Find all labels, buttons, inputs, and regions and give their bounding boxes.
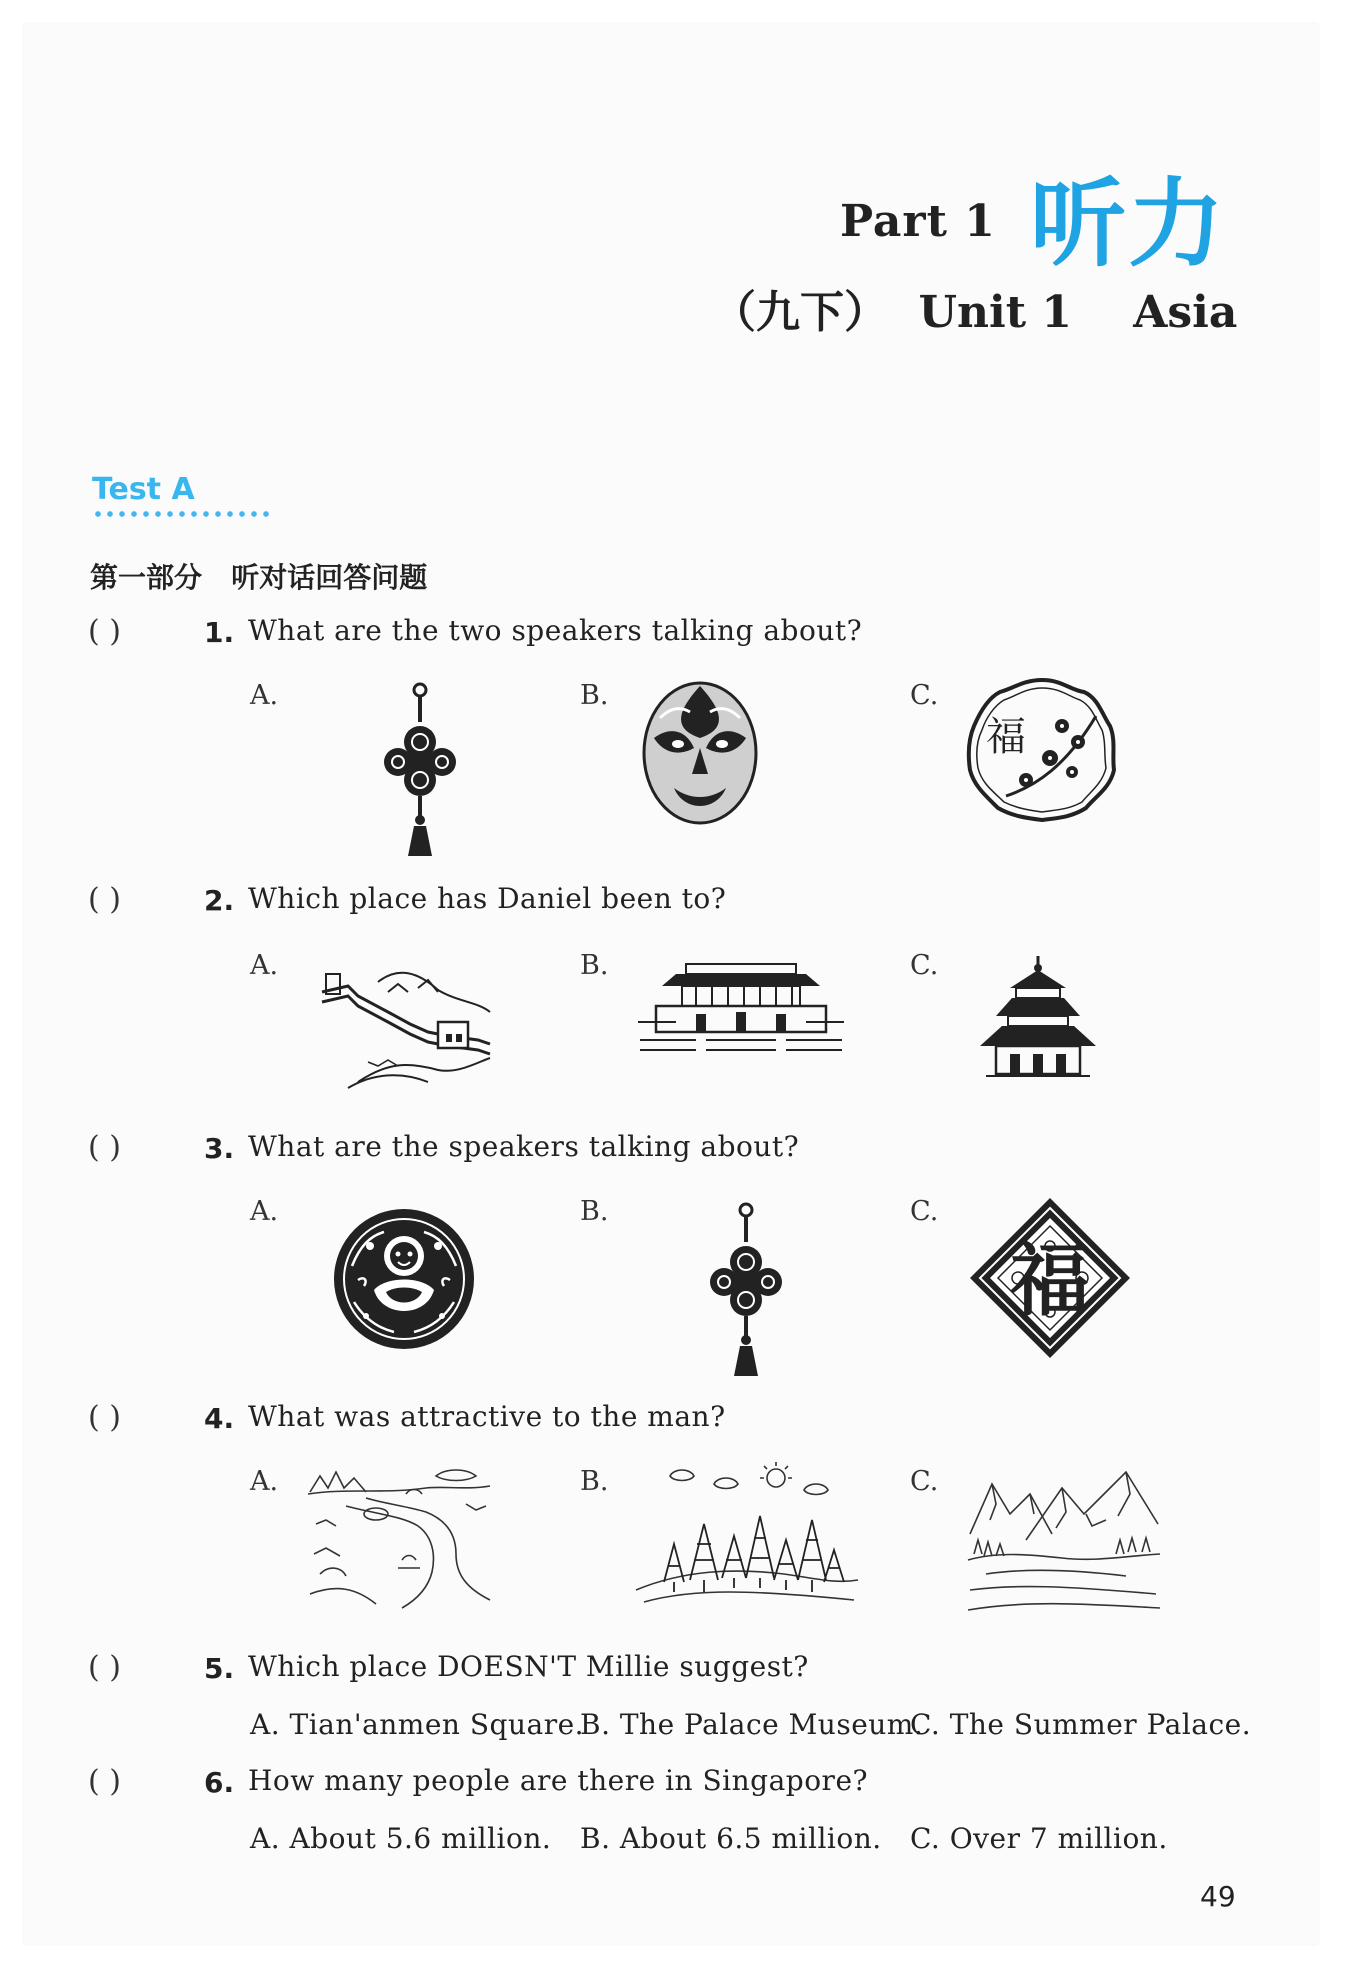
option-label-b: B. (580, 680, 609, 711)
answer-option-a[interactable]: A. Tian'anmen Square. (250, 1708, 585, 1741)
chinese-knot-icon[interactable] (696, 1200, 796, 1380)
answer-option-c[interactable]: C. Over 7 million. (910, 1822, 1168, 1855)
forest-landscape-icon[interactable] (634, 1460, 860, 1606)
option-label-c: C. (910, 1196, 939, 1227)
river-landscape-icon[interactable] (306, 1464, 492, 1610)
option-label-c: C. (910, 1466, 939, 1497)
round-paper-cut-icon[interactable] (330, 1206, 478, 1352)
chinese-knot-icon[interactable] (370, 680, 470, 860)
answer-option-b[interactable]: B. The Palace Museum. (580, 1708, 924, 1741)
answer-option-a[interactable]: A. About 5.6 million. (250, 1822, 552, 1855)
question-text: What are the two speakers talking about? (248, 614, 863, 647)
question-text: How many people are there in Singapore? (248, 1764, 869, 1797)
answer-blank[interactable]: ( ) (88, 614, 121, 649)
page-number: 49 (1200, 1880, 1236, 1913)
part-label: Part 1 (840, 196, 996, 247)
question-number: 6. (204, 1766, 235, 1799)
question-number: 1. (204, 616, 235, 649)
option-label-b: B. (580, 1466, 609, 1497)
answer-blank[interactable]: ( ) (88, 1130, 121, 1165)
dotted-underline (92, 510, 272, 518)
unit-subtitle: （九下） Unit 1 Asia (712, 287, 1238, 338)
opera-mask-icon[interactable] (640, 678, 760, 828)
fu-diamond-paper-cut-icon[interactable] (968, 1196, 1132, 1360)
option-label-a: A. (250, 680, 279, 711)
temple-of-heaven-icon[interactable] (976, 954, 1100, 1084)
question-number: 5. (204, 1652, 235, 1685)
option-label-a: A. (250, 1196, 279, 1227)
question-number: 4. (204, 1402, 235, 1435)
fu-character: 福 (1010, 1234, 1090, 1327)
answer-blank[interactable]: ( ) (88, 1764, 121, 1799)
question-text: What was attractive to the man? (248, 1400, 726, 1433)
page-title: 听力 (1030, 168, 1226, 280)
question-text: Which place DOESN'T Millie suggest? (248, 1650, 809, 1683)
option-label-b: B. (580, 950, 609, 981)
answer-blank[interactable]: ( ) (88, 1650, 121, 1685)
test-label: Test A (92, 472, 195, 507)
answer-option-c[interactable]: C. The Summer Palace. (910, 1708, 1252, 1741)
option-label-a: A. (250, 950, 279, 981)
section-title: 第一部分 听对话回答问题 (90, 561, 428, 594)
question-text: Which place has Daniel been to? (248, 882, 727, 915)
question-number: 3. (204, 1132, 235, 1165)
option-label-c: C. (910, 680, 939, 711)
svg-text:福: 福 (986, 714, 1026, 760)
answer-option-b[interactable]: B. About 6.5 million. (580, 1822, 882, 1855)
option-label-c: C. (910, 950, 939, 981)
answer-blank[interactable]: ( ) (88, 882, 121, 917)
question-text: What are the speakers talking about? (248, 1130, 800, 1163)
tiananmen-gate-icon[interactable] (636, 956, 846, 1060)
fu-plum-paper-cut-icon[interactable] (966, 676, 1118, 824)
question-number: 2. (204, 884, 235, 917)
great-wall-icon[interactable] (318, 962, 494, 1092)
option-label-b: B. (580, 1196, 609, 1227)
answer-blank[interactable]: ( ) (88, 1400, 121, 1435)
mountain-lake-icon[interactable] (966, 1464, 1162, 1614)
option-label-a: A. (250, 1466, 279, 1497)
